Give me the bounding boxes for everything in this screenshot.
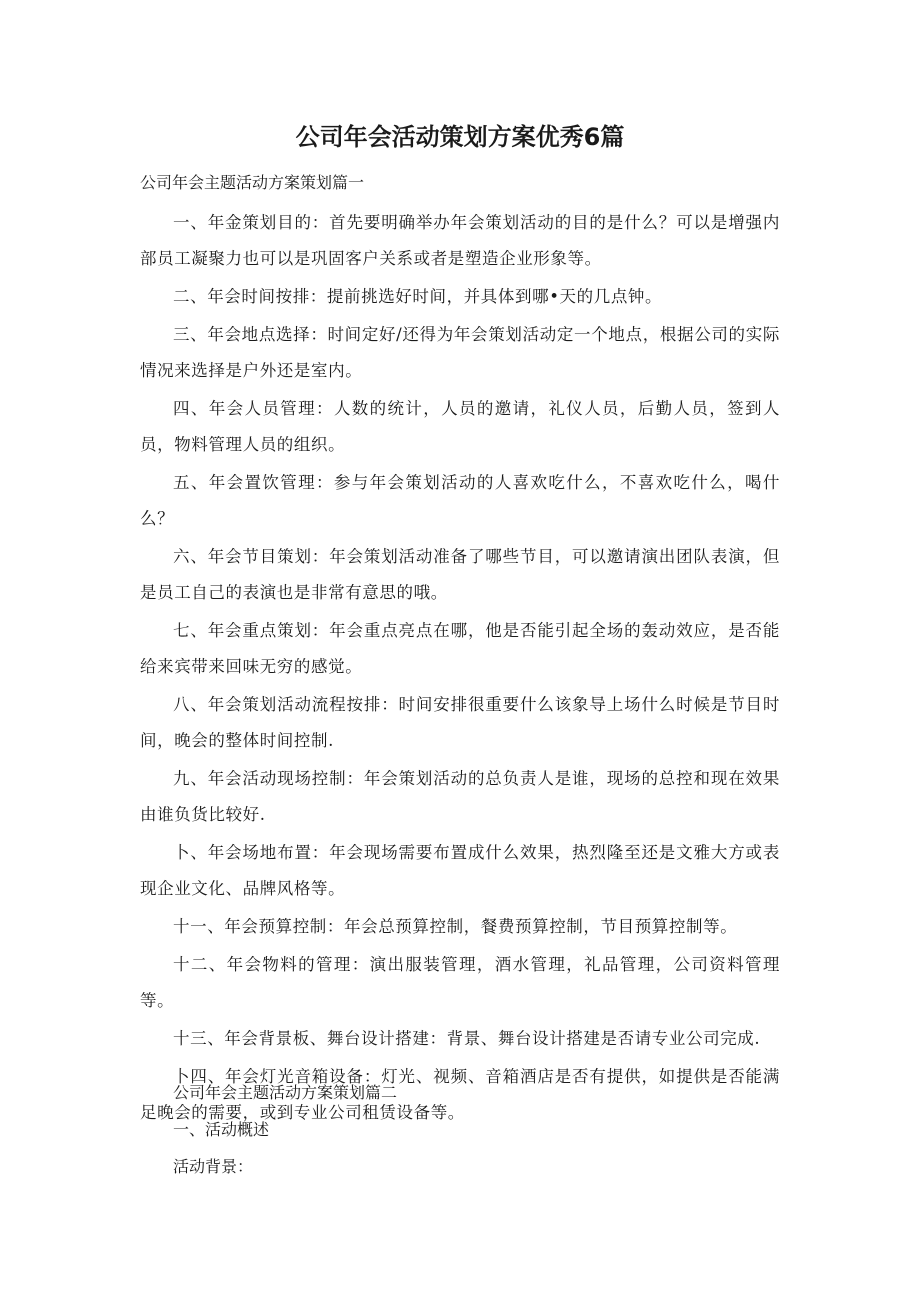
paragraph: 卜、年会场地布置：年会现场需要布置成什么效果，热烈隆至还是文雅大方或表现企业文化、品牌风格等。 <box>140 843 780 898</box>
subheading: 一、活动概述 <box>173 1120 270 1139</box>
paragraph: 七、年会重点策划：年会重点亮点在哪，他是否能引起全场的轰动效应，是否能给来宾带来回味无穷的感觉。 <box>140 621 780 676</box>
paragraph: 三、年会地点选择：时间定好/还得为年会策划活动定一个地点，根据公司的实际情况来选择是户外还是室内。 <box>140 325 780 380</box>
paragraph: 十一、年会预算控制：年会总预算控制，餐费预算控制，节目预算控制等。 <box>173 917 738 936</box>
paragraph: 四、年会人员管理：人数的统计，人员的邀请，礼仪人员，后勤人员，签到人员，物料管理人员的组织。 <box>140 399 780 454</box>
paragraph: 八、年会策划活动流程按排：时间安排很重要什么该象导上场什么时候是节目时间，晚会的整体时间控制. <box>140 695 780 750</box>
label: 活动背景： <box>173 1157 254 1176</box>
paragraph: 十二、年会物料的管理：演出服装管理，酒水管理，礼品管理，公司资料管理等。 <box>140 955 780 1010</box>
section-heading-2: 公司年会主题活动方案策划篇二 <box>173 1083 398 1102</box>
paragraph: 一、年金策划目的：首先要明确举办年会策划活动的目的是什么？可以是增强内部员工凝聚力也可以是巩固客户关系或者是塑造企业形象等。 <box>140 213 780 268</box>
paragraph: 十三、年会背景板、舞台设计搭建：背景、舞台设计搭建是否请专业公司完成. <box>173 1029 761 1048</box>
paragraph: 卜四、年会灯光音箱设备：灯光、视频、音箱酒店是否有提供，如提供是否能满足晚会的需要，或到专业公司租赁设备等。 <box>140 1067 780 1122</box>
paragraph: 二、年会时间按排：提前挑选好时间，并具体到哪•天的几点钟。 <box>173 287 663 306</box>
document-title: 公司年会活动策划方案优秀6篇 <box>295 123 625 151</box>
paragraph: 六、年会节目策划：年会策划活动准备了哪些节目，可以邀请演出团队表演，但是员工自己的表演也是非常有意思的哦。 <box>140 547 780 602</box>
paragraph: 五、年会置饮管理：参与年会策划活动的人喜欢吃什么，不喜欢吃什么，喝什么？ <box>140 473 780 528</box>
section-2 <box>173 1080 773 1191</box>
section-heading-1: 公司年会主题活动方案策划篇一 <box>140 173 365 192</box>
section-1-body <box>140 205 780 1133</box>
paragraph: 九、年会活动现场控制：年会策划活动的总负责人是谁，现场的总控和现在效果由谁负货比较好. <box>140 769 780 824</box>
